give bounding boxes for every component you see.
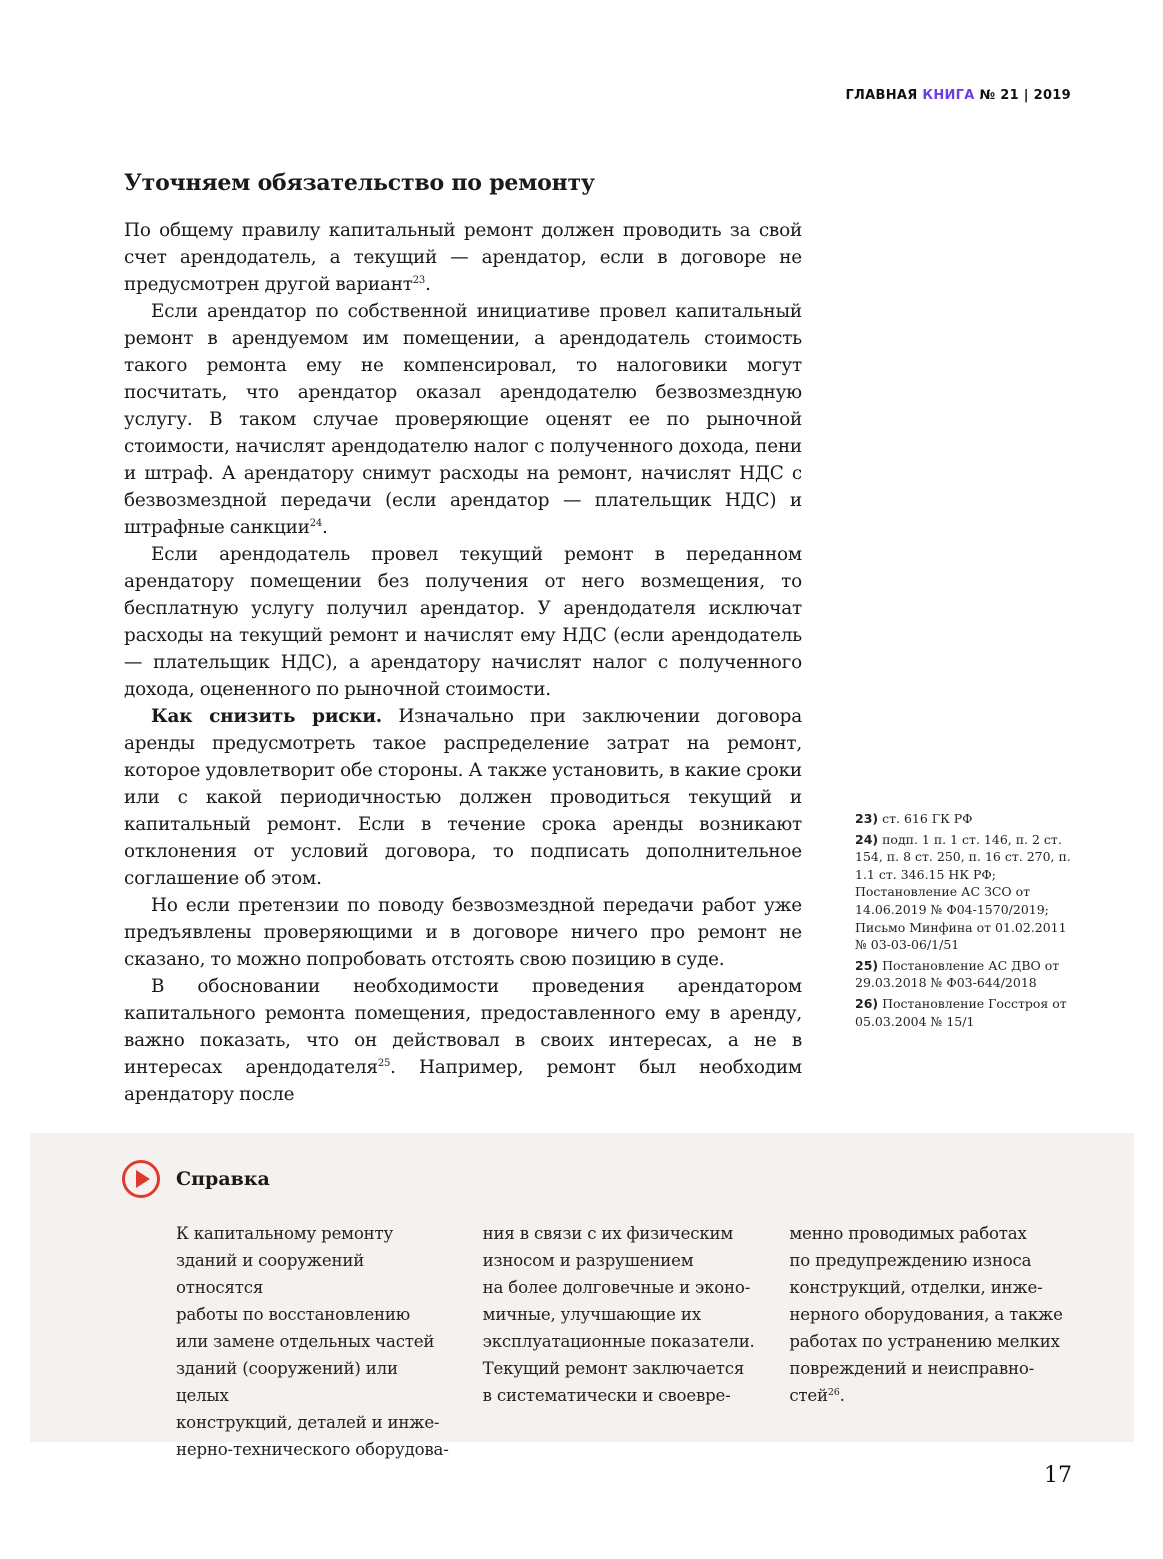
brand-main: ГЛАВНАЯ: [845, 88, 918, 103]
paragraph-6: В обосновании необходимости проведения арендатором капитального ремонта помещения, предоставленного ему в аренду, важно показать, что он действовал в своих интересах, а не в интересах арендодателя$^{25}$. Например, ремонт был необходим арендатору после: [124, 976, 802, 1105]
risk-lead: Как снизить риски.: [151, 706, 383, 727]
paragraph-2: Если арендатор по собственной инициативе провел капитальный ремонт в арендуемом им помещении, а арендодатель стоимость такого ремонта ему не компенсировал, то налоговики могут посчитать, что арендатор оказал арендодателю безвозмездную услугу. В таком случае проверяющие оценят ее по рыночной стоимости, начислят арендодателю налог с полученного дохода, пени и штраф. А арендатору снимут расходы на ремонт, начислят НДС с безвозмездной передачи (если арендатор — плательщик НДС) и штрафные санкции$^{24}$.: [124, 301, 802, 538]
paragraph-3: Если арендодатель провел текущий ремонт в переданном арендатору помещении без получения от него возмещения, то бесплатную услугу получил арендатор. У арендодателя исключат расходы на текущий ремонт и начислят ему НДС (если арендодатель — плательщик НДС), а арендатору начислят налог с полученного дохода, оцененного по рыночной стоимости.: [124, 544, 802, 700]
play-circle-icon: [121, 1159, 161, 1199]
paragraph-1: По общему правилу капитальный ремонт должен проводить за свой счет арендодатель, а текущий — арендатор, если в договоре не предусмотрен другой вариант$^{23}$.: [124, 220, 802, 295]
footnote-26: 26) Постановление Госстроя от 05.03.2004 № 15/1: [855, 995, 1067, 1029]
info-box-columns: [176, 1220, 1066, 1463]
article-body: [124, 217, 802, 1108]
brand-accent: КНИГА: [922, 88, 975, 103]
info-column-3: менно проводимых работах по предупреждению износа конструкций, отделки, инже- нерного оборудования, а также работах по устранению мелких повреждений и неисправно- стей$^{26}$.: [789, 1224, 1063, 1405]
footnotes: [855, 810, 1080, 1033]
info-column-1: К капитальному ремонту зданий и сооружений относятся работы по восстановлению или замене отдельных частей зданий (сооружений) или целых конструкций, деталей и инже- нерно-технического оборудова-: [176, 1224, 449, 1459]
paragraph-5: Но если претензии по поводу безвозмездной передачи работ уже предъявлены проверяющими и в договоре ничего про ремонт не сказано, то можно попробовать отстоять свою позицию в суде.: [124, 895, 802, 970]
footnote-23: 23) ст. 616 ГК РФ: [855, 811, 973, 826]
page-number: 17: [1044, 1463, 1072, 1488]
article-title: Уточняем обязательство по ремонту: [124, 170, 595, 196]
footnote-ref-26[interactable]: 26: [827, 1387, 840, 1398]
info-column-2: ния в связи с их физическим износом и разрушением на более долговечные и эконо- мичные, улучшающие их эксплуатационные показатели. Текущий ремонт заключается в систематически и своевре-: [482, 1224, 755, 1405]
footnote-25: 25) Постановление АС ДВО от 29.03.2018 № Ф03-644/2018: [855, 957, 1060, 991]
footnote-ref-23[interactable]: 23: [412, 275, 426, 286]
footnote-ref-24[interactable]: 24: [309, 518, 323, 529]
zigzag-edge: [30, 1130, 1134, 1136]
issue-number: № 21 | 2019: [979, 88, 1071, 103]
footnote-ref-25[interactable]: 25: [377, 1058, 391, 1069]
footnote-24: 24) подп. 1 п. 1 ст. 146, п. 2 ст. 154, п. 8 ст. 250, п. 16 ст. 270, п. 1.1 ст. 346.15 НК РФ; Постановление АС ЗСО от 14.06.2019 № Ф04-1570/2019; Письмо Минфина от 01.02.2011 № 03-03-06/1/51: [855, 831, 1071, 953]
info-box: [30, 1133, 1134, 1459]
info-box-title: Справка: [176, 1168, 270, 1190]
paragraph-4: Как снизить риски. Изначально при заключении договора аренды предусмотреть такое распределение затрат на ремонт, которое удовлетворит обе стороны. А также установить, в какие сроки или с какой периодичностью должен проводиться текущий и капитальный ремонт. Если в течение срока аренды возникают отклонения от условий договора, то подписать дополнительное соглашение об этом.: [124, 706, 802, 889]
masthead: [845, 88, 1071, 103]
